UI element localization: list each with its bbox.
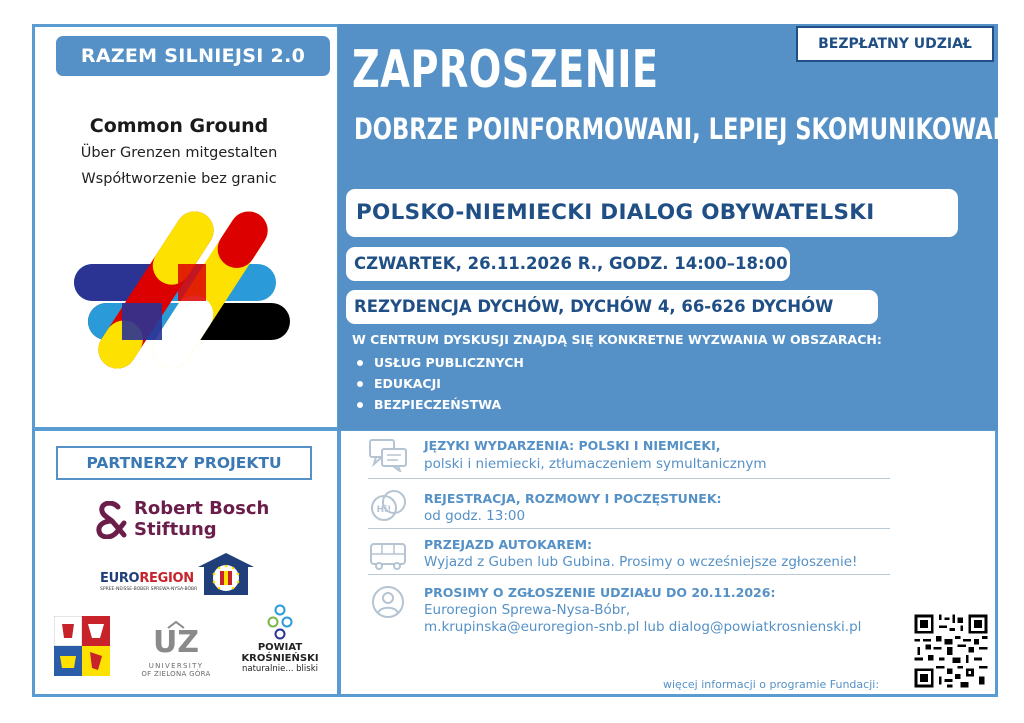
svg-text:UZ: UZ	[152, 625, 200, 660]
divider	[368, 478, 890, 479]
user-icon	[368, 584, 408, 620]
registration-text: od godz. 13:00	[424, 508, 526, 524]
bosch-stiftung: Stiftung	[134, 519, 217, 540]
university-name-line2: OF ZIELONA GÓRA	[141, 670, 211, 678]
divider	[368, 528, 890, 529]
powiat-tagline: naturalnie... bliski	[242, 664, 318, 674]
challenges-list	[352, 352, 524, 415]
powiat-emblem-icon	[265, 604, 295, 642]
university-name-line1: UNIVERSITY	[148, 662, 204, 670]
program-badge: RAZEM SILNIEJSI 2.0	[56, 36, 330, 76]
signup-organization: Euroregion Sprewa-Nysa-Bóbr,	[424, 602, 631, 618]
event-place-pill: REZYDENCJA DYCHÓW, DYCHÓW 4, 66-626 DYCHÓW	[346, 290, 878, 324]
more-info-text: więcej informacji o programie Fundacji:	[663, 678, 880, 691]
speech-bubbles-icon	[368, 436, 408, 472]
challenges-intro: W CENTRUM DYSKUSJI ZNAJDĄ SIĘ KONKRETNE WYZWANIA W OBSZARACH:	[352, 332, 882, 347]
page-title: ZAPROSZENIE	[352, 40, 659, 100]
event-date-pill: CZWARTEK, 26.11.2026 R., GODZ. 14:00–18:00	[346, 247, 790, 281]
hi-bubble-icon	[368, 488, 408, 524]
euroregion-subtitle: SPREE-NEISSE-BOBER SPREWA-NYSA-BÓBR	[100, 587, 198, 592]
list-item: USŁUG PUBLICZNYCH	[352, 352, 524, 373]
free-participation-badge: BEZPŁATNY UDZIAŁ	[796, 26, 994, 62]
powiat-name-line2: KROŚNIEŃSKI	[241, 653, 319, 664]
euroregion-logo	[100, 571, 200, 592]
bus-icon	[368, 536, 408, 572]
bus-text: Wyjazd z Guben lub Gubina. Prosimy o wcześniejsze zgłoszenie!	[424, 554, 858, 570]
signup-contact-emails[interactable]: m.krupinska@euroregion-snb.pl lub dialog@powiatkrosnienski.pl	[424, 619, 862, 635]
list-item: EDUKACJI	[352, 373, 524, 394]
euroregion-name-region: REGION	[139, 571, 194, 586]
bosch-logo	[94, 498, 274, 542]
languages-text: polski i niemiecki, ztłumaczeniem symultanicznym	[424, 456, 767, 472]
euroregion-name	[100, 571, 200, 586]
svg-text:Hi!: Hi!	[376, 505, 392, 515]
languages-heading: JĘZYKI WYDARZENIA: POLSKI I NIEMICEKI,	[424, 438, 721, 453]
page-subtitle: DOBRZE POINFORMOWANI, LEPIEJ SKOMUNIKOWANI	[354, 112, 1021, 146]
common-ground-subtitle-de: Über Grenzen mitgestalten	[80, 145, 278, 161]
signup-heading: PROSIMY O ZGŁOSZENIE UDZIAŁU DO 20.11.2026:	[424, 585, 776, 600]
euroregion-name-euro: EURO	[100, 571, 140, 586]
euroregion-emblem-icon	[194, 551, 258, 597]
powiat-logo	[236, 604, 324, 675]
partners-title: PARTNERZY PROJEKTU	[56, 446, 312, 480]
list-item: BEZPIECZEŃSTWA	[352, 394, 524, 415]
common-ground-subtitle-pl: Współtworzenie bez granic	[81, 171, 277, 187]
registration-heading: REJESTRACJA, ROZMOWY I POCZĘSTUNEK:	[424, 491, 722, 506]
event-name-pill: POLSKO-NIEMIECKI DIALOG OBYWATELSKI	[346, 189, 958, 237]
hashtag-logo	[70, 208, 292, 374]
common-ground-title: Common Ground	[89, 115, 269, 137]
bosch-ampersand-icon	[94, 501, 130, 539]
bus-heading: PRZEJAZD AUTOKAREM:	[424, 537, 593, 552]
university-emblem-icon	[138, 620, 214, 660]
qr-code-icon[interactable]	[912, 612, 990, 690]
coat-of-arms-icon	[54, 616, 110, 676]
university-logo	[138, 620, 214, 676]
powiat-name-line1: POWIAT	[257, 642, 303, 653]
divider	[368, 574, 890, 575]
bosch-name: Robert Bosch	[134, 498, 270, 519]
